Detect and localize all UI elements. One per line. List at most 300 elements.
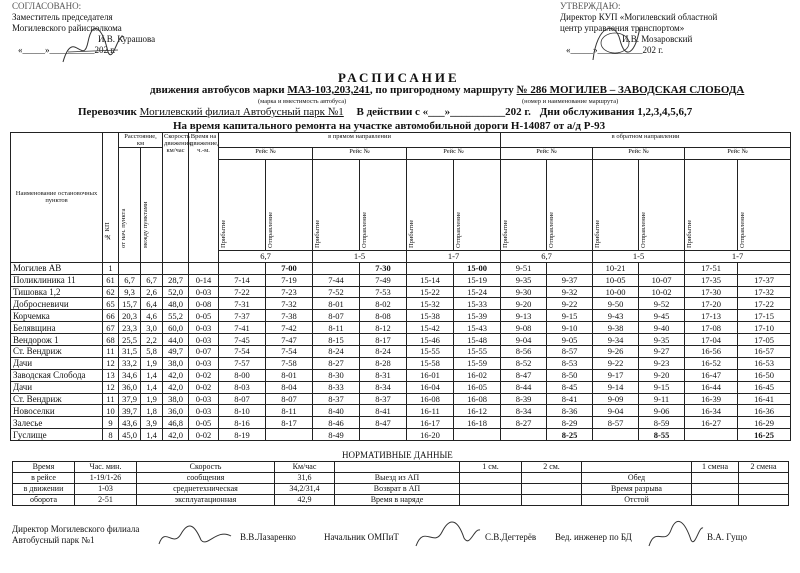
table-row xyxy=(11,393,791,405)
carrier-name: Могилевский филиал Автобусный парк №1 xyxy=(139,106,344,118)
table-cell: 62 xyxy=(103,286,119,298)
table-cell: 7-49 xyxy=(360,274,407,286)
days-row-cell: 6,7 xyxy=(219,250,313,262)
table-cell: 8-01 xyxy=(266,369,313,381)
dir-back: в обратном направлении xyxy=(501,133,791,148)
table-cell: 7-54 xyxy=(266,346,313,358)
table-cell: 44,0 xyxy=(163,334,189,346)
table-cell: 1,9 xyxy=(141,393,163,405)
table-cell: 8-47 xyxy=(360,417,407,429)
table-row xyxy=(11,405,791,417)
table-cell: 68 xyxy=(103,334,119,346)
norms-h-kmh: Км/час xyxy=(275,462,335,473)
schedule-body xyxy=(11,262,791,440)
norms-blank xyxy=(692,495,739,506)
stop-name: Ст. Вендриж xyxy=(11,346,103,358)
approval-right-signer: И.В. Мозаровский xyxy=(622,34,693,44)
table-cell: 9-35 xyxy=(639,334,685,346)
table-cell: 15-32 xyxy=(407,298,454,310)
table-cell: 6,7 xyxy=(141,274,163,286)
table-cell: 3,9 xyxy=(141,417,163,429)
table-cell xyxy=(141,262,163,274)
table-cell: 8-31 xyxy=(360,369,407,381)
table-cell: 10-05 xyxy=(593,274,639,286)
table-cell: 8-37 xyxy=(313,393,360,405)
table-cell: 17-08 xyxy=(685,322,738,334)
table-cell: 9-14 xyxy=(593,381,639,393)
table-cell: 1,9 xyxy=(141,357,163,369)
table-cell: 13 xyxy=(103,369,119,381)
approval-left-caption: СОГЛАСОВАНО: xyxy=(12,1,82,11)
table-cell: 8-07 xyxy=(266,393,313,405)
table-cell: 17-22 xyxy=(738,298,791,310)
table-cell xyxy=(219,262,266,274)
signature-right xyxy=(585,15,645,70)
table-cell: 17-05 xyxy=(738,334,791,346)
table-cell: 8-08 xyxy=(360,310,407,322)
norms-table xyxy=(12,461,789,506)
table-cell: 1,4 xyxy=(141,369,163,381)
table-cell: 8-50 xyxy=(547,369,593,381)
table-cell xyxy=(360,429,407,441)
table-cell: 15-22 xyxy=(407,286,454,298)
norms-shift2: 2 см. xyxy=(522,462,582,473)
norms-cell: сообщения xyxy=(137,473,275,484)
table-cell: 9-05 xyxy=(547,334,593,346)
stop-name: Вендорож 1 xyxy=(11,334,103,346)
norms-blank xyxy=(335,462,460,473)
approval-right-position: Директор КУП «Могилевский областной xyxy=(560,12,718,22)
table-cell: 9 xyxy=(103,417,119,429)
norms-smena1: 1 смена xyxy=(692,462,739,473)
table-cell: 8-27 xyxy=(313,357,360,369)
table-cell: 8-45 xyxy=(547,381,593,393)
table-cell: 8-40 xyxy=(313,405,360,417)
table-cell: 8-24 xyxy=(313,346,360,358)
table-cell xyxy=(163,262,189,274)
table-cell: 16-01 xyxy=(407,369,454,381)
approval-right-caption: УТВЕРЖДАЮ: xyxy=(560,1,621,11)
table-cell: 48,0 xyxy=(163,298,189,310)
table-cell: 66 xyxy=(103,310,119,322)
table-cell: 7-41 xyxy=(219,322,266,334)
table-cell: 36,0 xyxy=(163,405,189,417)
table-cell xyxy=(454,429,501,441)
table-cell: 7-19 xyxy=(266,274,313,286)
norms-cell: 31,6 xyxy=(275,473,335,484)
table-cell: 1 xyxy=(103,262,119,274)
table-cell: 17-04 xyxy=(685,334,738,346)
table-cell: 8 xyxy=(103,429,119,441)
table-cell: 7-58 xyxy=(266,357,313,369)
table-cell: 9-26 xyxy=(593,346,639,358)
norms-blank xyxy=(582,462,692,473)
table-cell: 9,3 xyxy=(119,286,141,298)
table-cell: 42,0 xyxy=(163,429,189,441)
norms-cell: Возврат в АП xyxy=(335,484,460,495)
col-depart: Отправление xyxy=(738,159,791,250)
table-cell: 15,7 xyxy=(119,298,141,310)
table-cell: 0-02 xyxy=(189,381,219,393)
table-cell: 45,0 xyxy=(119,429,141,441)
table-cell: 15-59 xyxy=(454,357,501,369)
table-cell: 7-14 xyxy=(219,274,266,286)
table-cell: 3,0 xyxy=(141,322,163,334)
table-cell: 7-37 xyxy=(219,310,266,322)
table-cell: 8-27 xyxy=(501,417,547,429)
norms-blank xyxy=(692,473,739,484)
trip-header: Рейс № xyxy=(313,148,407,160)
table-row xyxy=(11,429,791,441)
table-cell: 0-03 xyxy=(189,334,219,346)
table-cell: 38,0 xyxy=(163,393,189,405)
table-cell: 8-15 xyxy=(313,334,360,346)
table-cell: 31,5 xyxy=(119,346,141,358)
table-cell: 17-20 xyxy=(685,298,738,310)
table-cell: 9-52 xyxy=(639,298,685,310)
table-cell: 9-35 xyxy=(501,274,547,286)
col-dist-between: между пунктами xyxy=(141,148,163,263)
table-cell: 8-28 xyxy=(360,357,407,369)
table-cell: 16-34 xyxy=(685,405,738,417)
table-cell: 1,4 xyxy=(141,429,163,441)
norms-cell: 1-19/1-26 xyxy=(75,473,137,484)
table-cell: 2,6 xyxy=(141,286,163,298)
table-cell: 16-11 xyxy=(407,405,454,417)
table-cell: 9-09 xyxy=(593,393,639,405)
norms-razryv: Время разрыва xyxy=(582,484,692,495)
table-cell: 9-51 xyxy=(501,262,547,274)
table-cell: 10-02 xyxy=(639,286,685,298)
table-cell: 15-42 xyxy=(407,322,454,334)
table-cell: 9-22 xyxy=(547,298,593,310)
table-cell: 10-07 xyxy=(639,274,685,286)
days-row-cell: 1-7 xyxy=(407,250,501,262)
table-cell: 15-38 xyxy=(407,310,454,322)
table-cell: 9-08 xyxy=(501,322,547,334)
table-row xyxy=(11,417,791,429)
table-cell: 9-04 xyxy=(501,334,547,346)
col-arrive: Прибытие xyxy=(501,159,547,250)
table-cell: 0-05 xyxy=(189,417,219,429)
table-cell: 0-02 xyxy=(189,369,219,381)
table-cell: 9-13 xyxy=(501,310,547,322)
table-cell: 16-04 xyxy=(407,381,454,393)
norms-h-hours: Час. мин. xyxy=(75,462,137,473)
table-cell: 11 xyxy=(103,393,119,405)
stop-name: Дачи xyxy=(11,381,103,393)
table-cell: 15-46 xyxy=(407,334,454,346)
table-cell: 8-17 xyxy=(360,334,407,346)
trip-header: Рейс № xyxy=(593,148,685,160)
table-cell: 16-44 xyxy=(685,381,738,393)
table-cell: 15-33 xyxy=(454,298,501,310)
table-cell: 7-47 xyxy=(266,334,313,346)
table-cell: 7-57 xyxy=(219,357,266,369)
table-row xyxy=(11,369,791,381)
table-cell: 55,2 xyxy=(163,310,189,322)
table-cell: 8-25 xyxy=(547,429,593,441)
stop-name: Гуслище xyxy=(11,429,103,441)
table-cell: 9-20 xyxy=(501,298,547,310)
table-cell: 6,4 xyxy=(141,298,163,310)
table-cell: 34,6 xyxy=(119,369,141,381)
col-speed: Скорость движения, км/час xyxy=(163,133,189,263)
table-cell: 0-08 xyxy=(189,298,219,310)
table-cell: 12 xyxy=(103,381,119,393)
table-cell: 8-12 xyxy=(360,322,407,334)
table-cell: 16-17 xyxy=(407,417,454,429)
footer-chief-name: С.В.Дегтерёв xyxy=(485,532,537,542)
table-cell: 8-11 xyxy=(313,322,360,334)
table-cell: 60,0 xyxy=(163,322,189,334)
table-cell: 8-47 xyxy=(501,369,547,381)
norms-cell: 1-03 xyxy=(75,484,137,495)
approval-left-signer: И.В. Курашова xyxy=(98,34,156,44)
col-depart: Отправление xyxy=(639,159,685,250)
table-row xyxy=(11,286,791,298)
table-cell: 16-08 xyxy=(454,393,501,405)
signature-chief xyxy=(412,518,482,553)
table-cell: 1,8 xyxy=(141,405,163,417)
table-cell: 15-24 xyxy=(454,286,501,298)
table-cell: 9-17 xyxy=(593,369,639,381)
table-cell: 16-52 xyxy=(685,357,738,369)
carrier-label: Перевозчик xyxy=(78,106,137,118)
footer-director-name: В.В.Лазаренко xyxy=(240,532,296,542)
route-label: , по пригородному маршруту xyxy=(369,84,514,96)
table-cell: 16-45 xyxy=(738,381,791,393)
days-row-cell: 1-5 xyxy=(593,250,685,262)
table-cell: 16-50 xyxy=(738,369,791,381)
table-cell: 9-43 xyxy=(593,310,639,322)
table-cell: 8-11 xyxy=(266,405,313,417)
route-line xyxy=(150,84,744,96)
norms-blank xyxy=(522,473,582,484)
table-cell: 9-27 xyxy=(639,346,685,358)
norms-blank xyxy=(460,484,522,495)
note-route: (номер и наименование маршрута) xyxy=(522,98,619,105)
table-cell: 7-22 xyxy=(219,286,266,298)
table-cell: 11 xyxy=(103,346,119,358)
table-cell: 42,0 xyxy=(163,381,189,393)
table-cell: 7-53 xyxy=(360,286,407,298)
table-cell: 20,3 xyxy=(119,310,141,322)
table-row xyxy=(11,262,791,274)
table-cell: 16-29 xyxy=(738,417,791,429)
table-cell: 9-37 xyxy=(547,274,593,286)
table-cell: 7-38 xyxy=(266,310,313,322)
table-cell: 15-48 xyxy=(454,334,501,346)
table-cell: 16-56 xyxy=(685,346,738,358)
table-cell: 43,6 xyxy=(119,417,141,429)
table-cell: 0-03 xyxy=(189,357,219,369)
table-cell: 8-37 xyxy=(360,393,407,405)
table-cell: 9-10 xyxy=(547,322,593,334)
trip-header: Рейс № xyxy=(685,148,791,160)
norms-cell: среднетехническая xyxy=(137,484,275,495)
table-cell: 8-01 xyxy=(313,298,360,310)
table-cell: 9-50 xyxy=(593,298,639,310)
norms-cell: в движении xyxy=(13,484,75,495)
norms-blank xyxy=(739,484,789,495)
table-cell: 8-07 xyxy=(219,393,266,405)
norms-blank xyxy=(460,473,522,484)
table-cell: 8-34 xyxy=(501,405,547,417)
norms-blank xyxy=(692,484,739,495)
table-cell: 16-02 xyxy=(454,369,501,381)
bus-model: МАЗ-103,203,241 xyxy=(287,84,370,96)
table-cell: 17-35 xyxy=(685,274,738,286)
stop-name: Тишовка 1,2 xyxy=(11,286,103,298)
table-cell: 61 xyxy=(103,274,119,286)
table-cell: 8-46 xyxy=(313,417,360,429)
table-cell: 17-13 xyxy=(685,310,738,322)
signature-left xyxy=(58,22,128,72)
table-cell: 8-41 xyxy=(547,393,593,405)
table-cell: 0-03 xyxy=(189,405,219,417)
table-cell: 8-17 xyxy=(266,417,313,429)
table-cell xyxy=(738,262,791,274)
table-cell: 33,2 xyxy=(119,357,141,369)
table-cell: 4,6 xyxy=(141,310,163,322)
table-cell xyxy=(685,429,738,441)
days-row-cell: 6,7 xyxy=(501,250,593,262)
table-cell: 16-47 xyxy=(685,369,738,381)
table-cell: 8-57 xyxy=(593,417,639,429)
table-cell: 7-23 xyxy=(266,286,313,298)
table-cell: 65 xyxy=(103,298,119,310)
table-cell: 7-54 xyxy=(219,346,266,358)
table-cell: 15-19 xyxy=(454,274,501,286)
table-cell: 8-49 xyxy=(313,429,360,441)
norms-obed: Обед xyxy=(582,473,692,484)
route-name: № 286 МОГИЛЕВ – ЗАВОДСКАЯ СЛОБОДА xyxy=(516,84,745,96)
table-cell: 46,8 xyxy=(163,417,189,429)
table-row xyxy=(11,346,791,358)
footer-director xyxy=(12,524,139,546)
table-cell: 67 xyxy=(103,322,119,334)
table-cell: 12 xyxy=(103,357,119,369)
table-cell: 23,3 xyxy=(119,322,141,334)
table-cell: 7-31 xyxy=(219,298,266,310)
table-cell: 17-51 xyxy=(685,262,738,274)
stop-name: Добросневичи xyxy=(11,298,103,310)
table-cell: 17-37 xyxy=(738,274,791,286)
table-cell xyxy=(313,262,360,274)
table-cell: 15-14 xyxy=(407,274,454,286)
table-cell: 1,4 xyxy=(141,381,163,393)
table-cell: 9-45 xyxy=(639,310,685,322)
table-cell: 28,7 xyxy=(163,274,189,286)
table-cell: 37,9 xyxy=(119,393,141,405)
table-cell: 38,0 xyxy=(163,357,189,369)
table-cell: 8-29 xyxy=(547,417,593,429)
trip-header: Рейс № xyxy=(501,148,593,160)
approval-right-date: «_____»__________202 г. xyxy=(566,45,664,55)
note-bus: (марка и вместимость автобуса) xyxy=(258,98,347,105)
col-arrive: Прибытие xyxy=(593,159,639,250)
norms-otstoy: Отстой xyxy=(582,495,692,506)
table-cell: 8-24 xyxy=(360,346,407,358)
table-cell: 15-55 xyxy=(407,346,454,358)
signature-engineer xyxy=(645,518,705,553)
table-cell: 16-05 xyxy=(454,381,501,393)
table-cell: 16-41 xyxy=(738,393,791,405)
norms-shift1: 1 см. xyxy=(460,462,522,473)
effective-date: В действии с «___»__________202 г. xyxy=(356,106,531,118)
table-cell xyxy=(501,429,547,441)
table-row xyxy=(11,357,791,369)
table-cell: 8-56 xyxy=(501,346,547,358)
table-cell xyxy=(407,262,454,274)
stop-name: Поликлиника 11 xyxy=(11,274,103,286)
table-cell xyxy=(266,429,313,441)
norms-cell: 2-51 xyxy=(75,495,137,506)
norms-cell: Время в наряде xyxy=(335,495,460,506)
table-cell: 8-07 xyxy=(313,310,360,322)
approval-left-org: Могилевского райисполкома xyxy=(12,23,122,33)
table-cell: 8-04 xyxy=(266,381,313,393)
table-cell: 6,7 xyxy=(119,274,141,286)
table-cell: 16-27 xyxy=(685,417,738,429)
table-cell: 17-15 xyxy=(738,310,791,322)
table-cell xyxy=(119,262,141,274)
table-cell: 8-55 xyxy=(639,429,685,441)
col-dist-start: от нач. пункта xyxy=(119,148,141,263)
table-cell: 8-02 xyxy=(360,298,407,310)
table-cell: 42,0 xyxy=(163,369,189,381)
norms-blank xyxy=(739,495,789,506)
table-cell: 5,8 xyxy=(141,346,163,358)
norms-blank xyxy=(522,495,582,506)
table-cell: 49,7 xyxy=(163,346,189,358)
table-cell: 8-33 xyxy=(313,381,360,393)
table-cell: 8-03 xyxy=(219,381,266,393)
col-depart: Отправление xyxy=(454,159,501,250)
table-cell: 8-39 xyxy=(501,393,547,405)
approval-left-date: «_____»__________202 г. xyxy=(18,45,116,55)
signature-director xyxy=(155,522,235,552)
days-row-cell: 1-5 xyxy=(313,250,407,262)
table-cell: 10 xyxy=(103,405,119,417)
norms-h-time: Время xyxy=(13,462,75,473)
table-cell: 7-32 xyxy=(266,298,313,310)
footer-director-title1: Директор Могилевского филиала xyxy=(12,524,140,534)
table-cell: 17-32 xyxy=(738,286,791,298)
table-cell: 7-52 xyxy=(313,286,360,298)
table-cell: 15-58 xyxy=(407,357,454,369)
norms-cell: 34,2/31,4 xyxy=(275,484,335,495)
carrier-line xyxy=(78,106,692,118)
stop-name: Новоселки xyxy=(11,405,103,417)
table-cell xyxy=(593,429,639,441)
route-prefix: движения автобусов марки xyxy=(150,84,285,96)
table-cell: 16-12 xyxy=(454,405,501,417)
stop-name: Залесье xyxy=(11,417,103,429)
norms-title: НОРМАТИВНЫЕ ДАННЫЕ xyxy=(342,450,453,460)
table-cell: 9-06 xyxy=(639,405,685,417)
table-cell xyxy=(639,262,685,274)
col-arrive: Прибытие xyxy=(219,159,266,250)
table-cell: 0-03 xyxy=(189,286,219,298)
table-row xyxy=(11,310,791,322)
col-time: Время на движение, ч.-м. xyxy=(189,133,219,263)
table-cell: 9-11 xyxy=(639,393,685,405)
approval-right-org: центр управления транспортом» xyxy=(560,23,685,33)
table-cell: 8-16 xyxy=(219,417,266,429)
stop-name: Белявщина xyxy=(11,322,103,334)
